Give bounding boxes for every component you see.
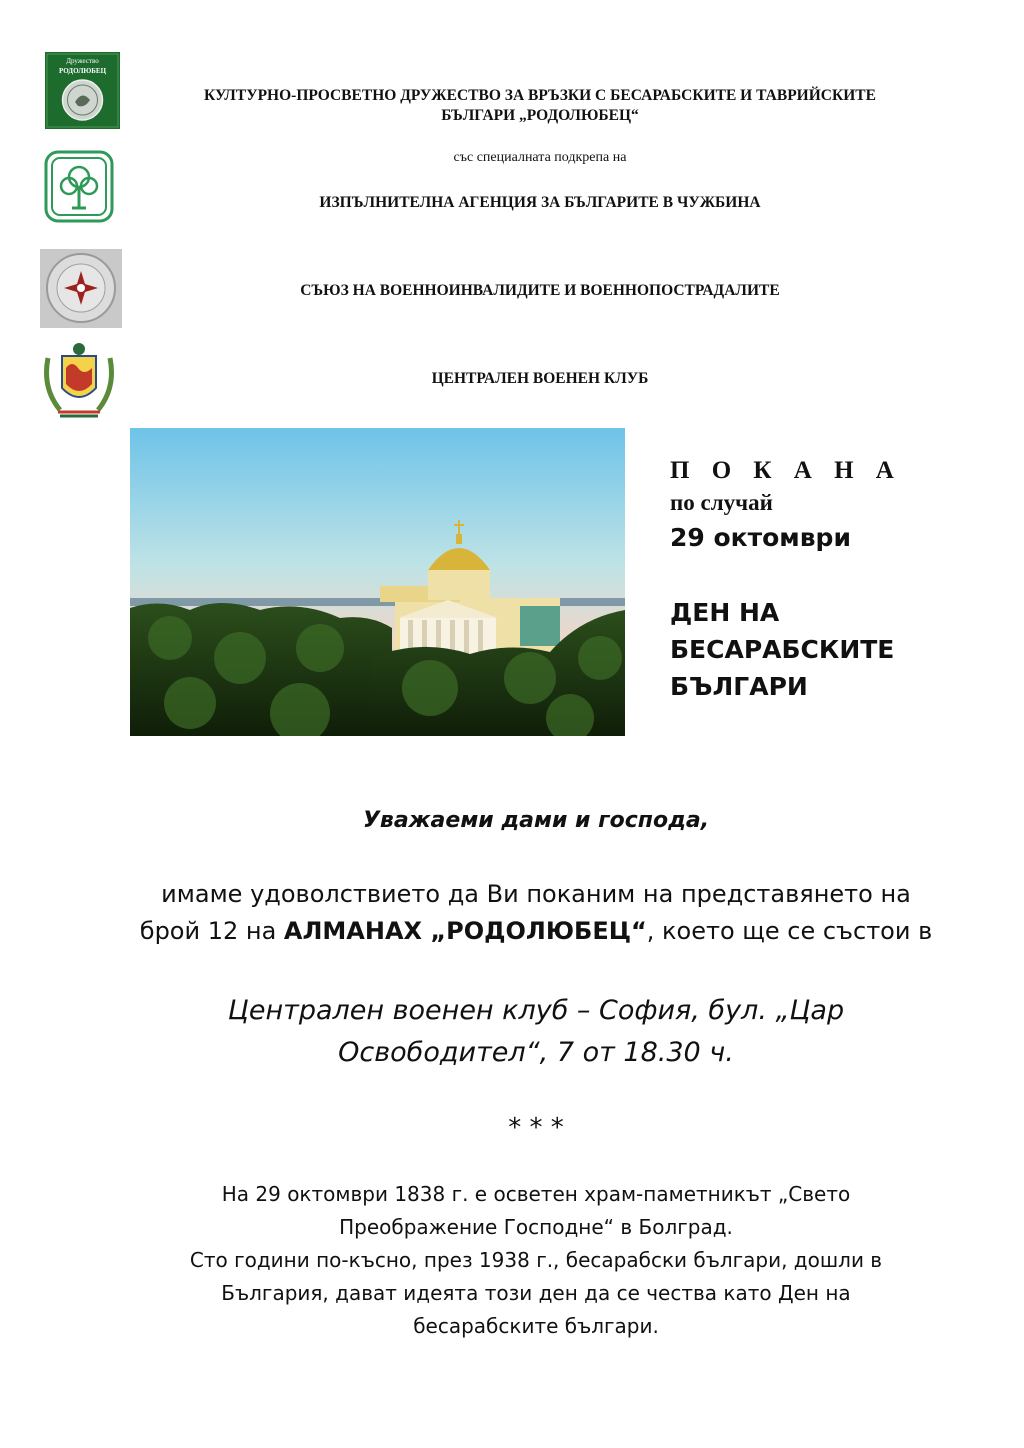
cross-medal-icon (40, 249, 122, 328)
invitation-title-block (670, 455, 1000, 705)
support-text: със специалната подкрепа на (453, 150, 627, 165)
svg-text:Дружество: Дружество (66, 57, 99, 65)
org-military-club: ЦЕНТРАЛЕН ВОЕНЕН КЛУБ (431, 370, 649, 387)
coat-of-arms-icon (38, 338, 120, 422)
greeting: Уважаеми дами и господа, (362, 808, 710, 833)
day-line1: ДЕН НА (670, 598, 780, 627)
invitation-text (100, 876, 972, 950)
day-line2: БЕСАРАБСКИТЕ (670, 635, 895, 664)
svg-text:РОДОЛЮБЕЦ: РОДОЛЮБЕЦ (58, 67, 107, 75)
invitation-occasion: по случай (670, 490, 773, 515)
invitation-text-line2 (100, 913, 972, 950)
history-line4: България, дават идеята този ден да се чества като Ден на (221, 1281, 851, 1305)
org-rodolyubets (150, 86, 930, 126)
venue (100, 990, 972, 1074)
day-line3: БЪЛГАРИ (670, 672, 808, 701)
history-line2: Преображение Господне“ в Болград. (339, 1215, 733, 1239)
invitation-text-line1: имаме удоволствието да Ви поканим на представянето на (161, 880, 911, 908)
line2-post: , което ще се състои в (646, 917, 933, 945)
tree-logo-icon (44, 150, 114, 223)
history-line1: На 29 октомври 1838 г. е осветен храм-паметникът „Свето (221, 1182, 851, 1206)
invitation-date: 29 октомври (670, 523, 851, 552)
history-line3: Сто години по-късно, през 1938 г., бесарабски българи, дошли в (189, 1248, 883, 1272)
line2-pre: брой 12 на (139, 917, 284, 945)
org-agency: ИЗПЪЛНИТЕЛНА АГЕНЦИЯ ЗА БЪЛГАРИТЕ В ЧУЖБИНА (319, 194, 761, 211)
history-line5: бесарабските българи. (413, 1314, 659, 1338)
stars-divider: * * * (508, 1113, 564, 1143)
org-rodolyubets-line2: БЪЛГАРИ „РОДОЛЮБЕЦ“ (441, 107, 639, 124)
venue-line1: Централен военен клуб – София, бул. „Цар (227, 995, 845, 1026)
rodolyubets-logo (45, 52, 120, 129)
almanac-title: АЛМАНАХ „РОДОЛЮБЕЦ“ (283, 917, 647, 945)
org-veterans: СЪЮЗ НА ВОЕННОИНВАЛИДИТЕ И ВОЕННОПОСТРАДАЛИТЕ (300, 282, 780, 299)
venue-line2: Освободител“, 7 от 18.30 ч. (338, 1037, 734, 1068)
org-rodolyubets-line1: КУЛТУРНО-ПРОСВЕТНО ДРУЖЕСТВО ЗА ВРЪЗКИ С БЕСАРАБСКИТЕ И ТАВРИЙСКИТЕ (204, 87, 876, 104)
invitation-title: П О К А Н А (670, 457, 902, 484)
history-text (100, 1178, 972, 1343)
cathedral-photo (130, 428, 625, 736)
